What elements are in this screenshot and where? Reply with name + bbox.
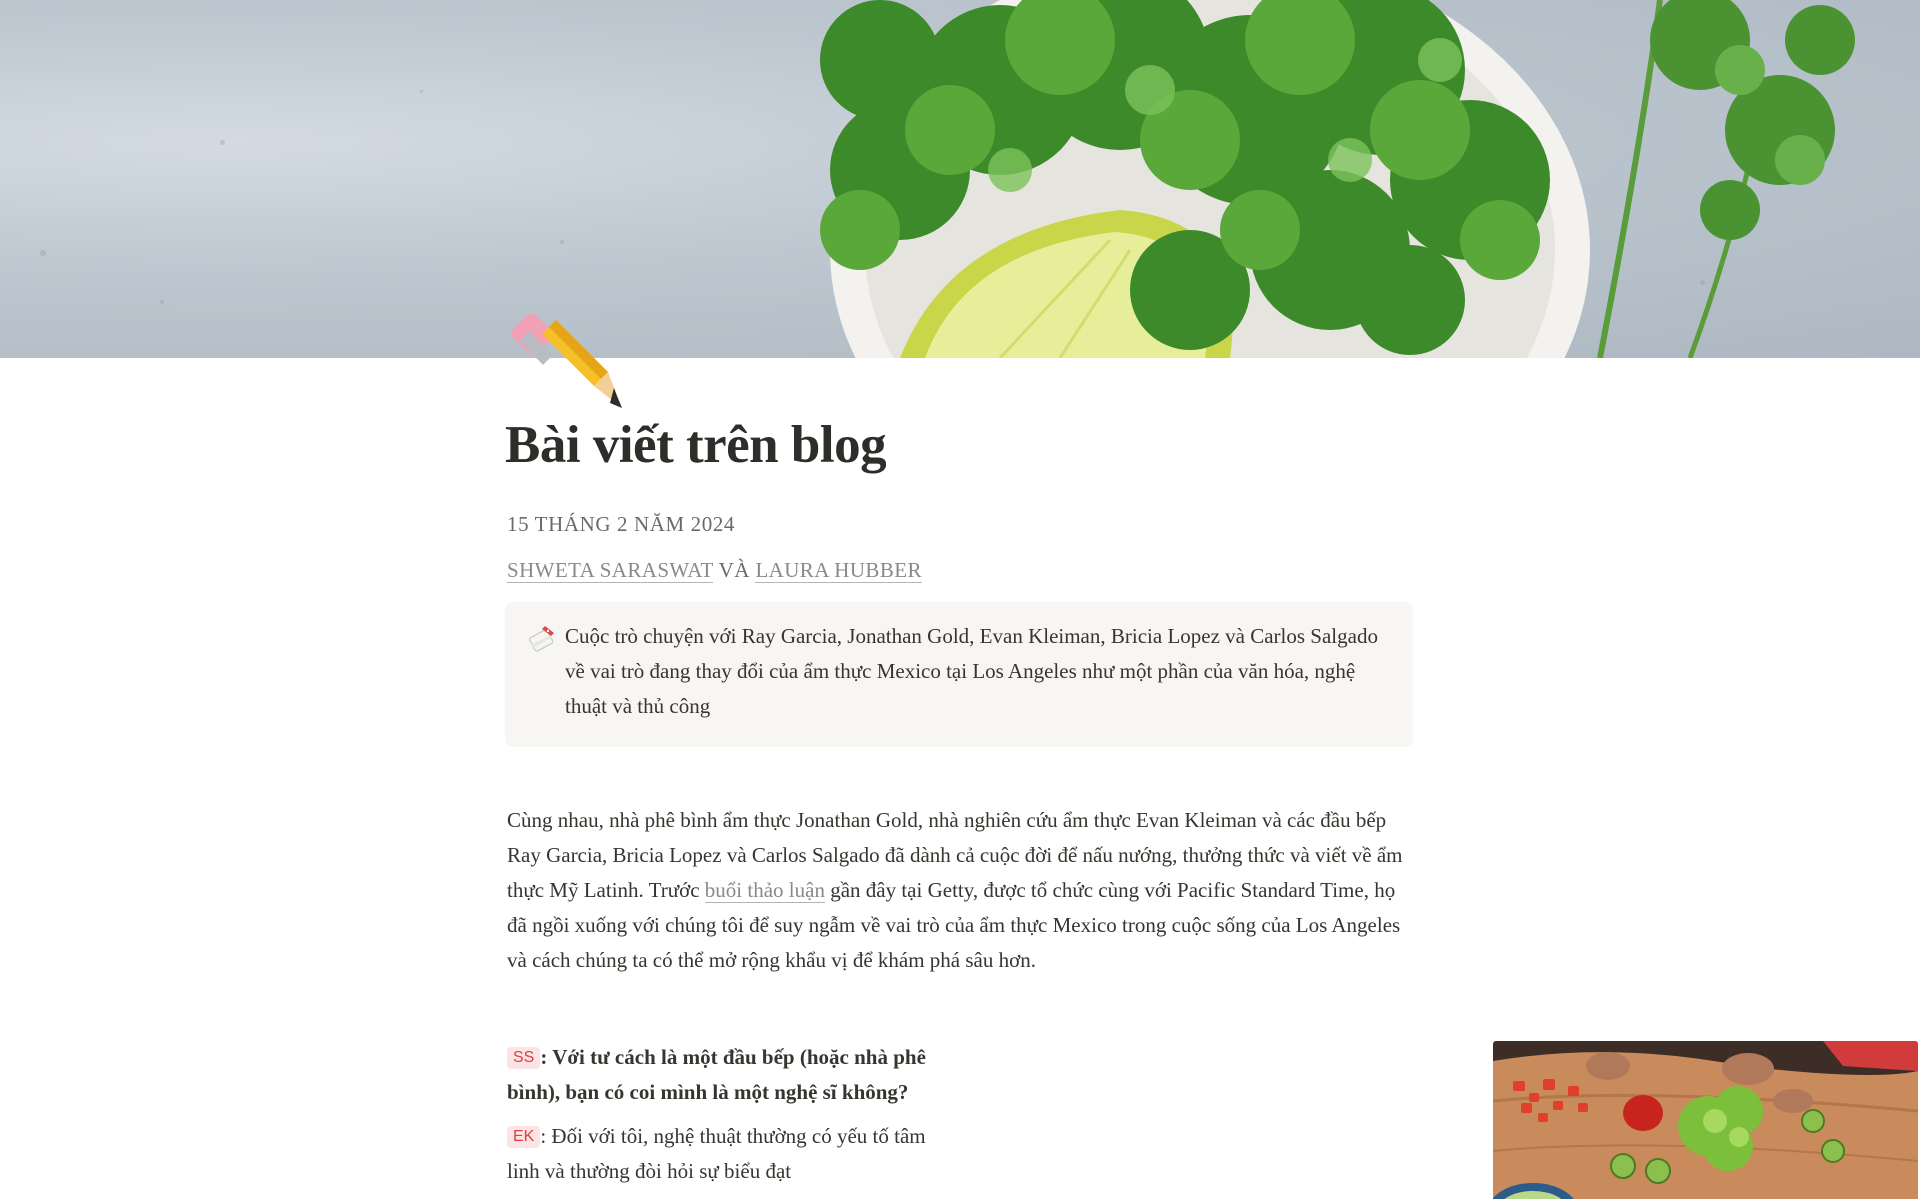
speaker-tag-ss: SS — [507, 1047, 540, 1069]
callout — [505, 602, 1413, 747]
page-title[interactable]: Bài viết trên blog — [505, 416, 887, 474]
discussion-link[interactable]: buổi thảo luận — [704, 878, 825, 902]
question: SS : Với tư cách là một đầu bếp (hoặc nhà phê bình), bạn có coi mình là một nghệ sĩ không? — [507, 1045, 926, 1104]
cilantro-bowl-illustration — [0, 0, 1920, 358]
memo-icon[interactable] — [527, 624, 557, 654]
callout-text: Cuộc trò chuyện với Ray Garcia, Jonathan Gold, Evan Kleiman, Bricia Lopez và Carlos Salgado về vai trò đang thay đổi của ẩm thực Mexico tại Los Angeles như một phần của văn hóa, nghệ thuật và thủ công — [565, 624, 1378, 718]
pencil-icon[interactable] — [500, 296, 630, 416]
interview-qa — [507, 1040, 947, 1189]
cover-image[interactable] — [0, 0, 1920, 358]
speaker-tag-ek: EK — [507, 1126, 540, 1148]
author-separator: VÀ — [718, 558, 750, 582]
author-link-2[interactable]: LAURA HUBBER — [755, 558, 922, 582]
date: 15 THÁNG 2 NĂM 2024 — [507, 512, 736, 536]
author-link-1[interactable]: SHWETA SARASWAT — [507, 558, 714, 582]
food-prep-photo[interactable] — [1493, 1041, 1918, 1199]
intro-paragraph: Cùng nhau, nhà phê bình ẩm thực Jonathan Gold, nhà nghiên cứu ẩm thực Evan Kleiman và các đầu bếp Ray Garcia, Bricia Lopez và Carlos Salgado đã dành cả cuộc đời để nấu nướng, thưởng thức và viết về ẩm thực Mỹ Latinh. Trước buổi thảo luận gần đây tại Getty, được tổ chức cùng với Pacific Standard Time, họ đã ngồi xuống với chúng tôi để suy ngẫm về vai trò của ẩm thực Mexico trong cuộc sống của Los Angeles và cách chúng ta có thể mở rộng khẩu vị để khám phá sâu hơn. — [507, 808, 1403, 972]
answer: EK : Đối với tôi, nghệ thuật thường có yếu tố tâm linh và thường đòi hỏi sự biểu đạt — [507, 1124, 926, 1183]
authors — [507, 558, 922, 583]
